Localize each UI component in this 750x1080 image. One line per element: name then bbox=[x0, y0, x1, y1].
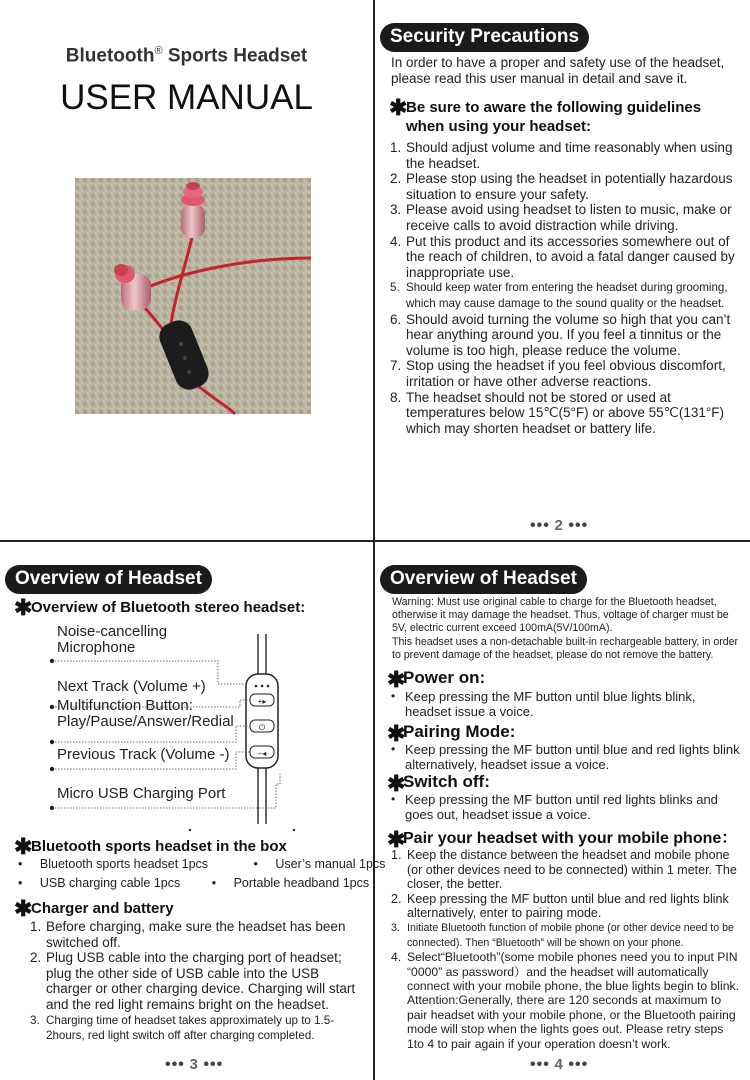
list-item: • Portable headband 1pcs bbox=[211, 876, 370, 890]
pairing-mode-text: • Keep pressing the MF button until blue and red lights blink alternatively, headset issue a voice. bbox=[391, 742, 740, 772]
list-item: • USB charging cable 1pcs bbox=[18, 876, 181, 890]
battery-note: This headset uses a non-detachable built-in rechargeable battery, in order to prevent damage of the headset, please do not remove the battery. bbox=[392, 636, 739, 661]
label-multifunction: Multifunction Button: Play/Pause/Answer/Redial bbox=[57, 697, 234, 730]
asterisk-icon: ✱ bbox=[387, 721, 406, 746]
warning-text: Warning: Must use original cable to charge for the Bluetooth headset, otherwise it may damage the headset. Thus, voltage of charger must be 5V, electric current exceed 100mA(5V/100mA). bbox=[392, 596, 729, 634]
box-heading: ✱ Bluetooth sports headset in the box bbox=[14, 834, 287, 859]
power-on-heading: ✱Power on: bbox=[387, 667, 486, 692]
box-items-row-1 bbox=[18, 857, 413, 871]
list-item: • Bluetooth sports headset 1pcs bbox=[18, 857, 209, 871]
label-next-track: Next Track (Volume +) bbox=[57, 678, 206, 695]
cover-title: USER MANUAL bbox=[60, 78, 313, 117]
brand-text: Bluetooth bbox=[65, 45, 155, 67]
list-item: 3. Charging time of headset takes approximately up to 1.5-2hours, red light switch off after charging completed. bbox=[30, 1013, 335, 1043]
list-item: 6. Should avoid turning the volume so high that you can’t hear anything around you. If you feel a tinnitus or the volume is too high, please reduce the volume. bbox=[390, 311, 731, 358]
label-microphone: Noise-cancelling Microphone bbox=[57, 623, 168, 656]
charger-list bbox=[30, 919, 366, 1044]
svg-text:+▸: +▸ bbox=[257, 697, 267, 706]
charger-heading: ✱ Charger and battery bbox=[14, 896, 174, 921]
asterisk-icon: ✱ bbox=[14, 834, 33, 859]
list-item: 4. Select“Bluetooth”(some mobile phones need you to input PIN “0000” as password）and the headset will automatically connect with your mobile phone, the blue lights begin to blink. Attention:Generally, there are 120 seconds at maximum to pair headset with your mobile phone, or the Bluetooth pairing mode will stop when the lights goes out. Please retry steps 1to 4 to pair again if your operation doesn’t work. bbox=[391, 950, 739, 1051]
page-1-cover bbox=[0, 0, 373, 540]
switch-off-heading: ✱Switch off: bbox=[387, 771, 490, 796]
list-item: 1. Should adjust volume and time reasonably when using the headset. bbox=[390, 140, 733, 171]
list-item: 2. Keep pressing the MF button until blue and red lights blink alternatively, enter to pairing mode. bbox=[391, 891, 729, 921]
pair-steps-list bbox=[391, 848, 741, 1051]
page-number: ••• 2 ••• bbox=[530, 517, 589, 534]
asterisk-icon: ✱ bbox=[14, 595, 33, 620]
product-name: Sports Headset bbox=[167, 45, 308, 67]
list-item: • User’s manual 1pcs bbox=[253, 857, 386, 871]
list-item: 5. Should keep water from entering the headset during grooming, which may cause damage to the sound quality or the headset. bbox=[390, 281, 728, 310]
asterisk-icon: ✱ bbox=[387, 827, 406, 852]
list-item: 2. Plug USB cable into the charging port of headset; plug the other side of USB cable into the USB charger or other charging device. Charging will start and the red light remains bright on the headset. bbox=[30, 950, 356, 1012]
intro-text: In order to have a proper and safety use of the headset, please read this user manual in detail and save it. bbox=[391, 55, 725, 86]
guidelines-heading bbox=[389, 95, 739, 136]
page-number: ••• 3 ••• bbox=[165, 1056, 224, 1073]
page-2-security bbox=[375, 0, 750, 540]
list-item: 1. Keep the distance between the headset and mobile phone (or other devices need to be connected) within 1 meter. The closer, the better. bbox=[391, 848, 737, 892]
list-item: 7. Stop using the headset if you feel obvious discomfort, irritation or have other adverse reactions. bbox=[390, 358, 726, 389]
overview-subheading: ✱ Overview of Bluetooth stereo headset: bbox=[14, 595, 306, 620]
pair-phone-heading: ✱Pair your headset with your mobile phone： bbox=[387, 827, 738, 852]
registered-mark: ® bbox=[154, 45, 163, 57]
label-usb-port: Micro USB Charging Port bbox=[57, 785, 226, 802]
product-photo bbox=[75, 178, 311, 414]
page-3-overview bbox=[0, 542, 386, 1080]
page-number: ••• 4 ••• bbox=[530, 1056, 589, 1073]
asterisk-icon: ✱ bbox=[389, 95, 408, 120]
earbud-top bbox=[181, 182, 205, 238]
asterisk-icon: ✱ bbox=[14, 896, 33, 921]
section-header: Security Precautions bbox=[380, 23, 589, 52]
label-previous-track: Previous Track (Volume -) bbox=[57, 746, 230, 763]
box-items-row-2 bbox=[18, 876, 397, 890]
svg-text:⏻: ⏻ bbox=[258, 723, 266, 732]
guidelines-heading-text: Be sure to aware the following guidelines when using your headset: bbox=[406, 99, 702, 135]
list-item: 2. Please stop using the headset in potentially hazardous situation to ensure your safety. bbox=[390, 171, 733, 202]
svg-text:–◂: –◂ bbox=[257, 749, 267, 758]
section-header: Overview of Headset bbox=[5, 565, 212, 594]
pairing-mode-heading: ✱Pairing Mode: bbox=[387, 721, 516, 746]
page-4-operation bbox=[375, 542, 750, 1080]
power-on-text: • Keep pressing the MF button until blue lights blink, headset issue a voice. bbox=[391, 689, 696, 719]
list-item: 3. Initiate Bluetooth function of mobile phone (or other device need to be connected). Then “Bluetooth” will be shown on your phone. bbox=[391, 921, 734, 949]
list-item: 8. The headset should not be stored or used at temperatures below 15℃(5°F) or above 55℃(131°F) which may shorten headset or battery life. bbox=[390, 389, 725, 436]
asterisk-icon: ✱ bbox=[387, 667, 406, 692]
precautions-list bbox=[390, 140, 742, 436]
asterisk-icon: ✱ bbox=[387, 771, 406, 796]
list-item: 1. Before charging, make sure the headset has been switched off. bbox=[30, 919, 346, 950]
switch-off-text: • Keep pressing the MF button until red lights blinks and goes out, headset issue a voice. bbox=[391, 792, 718, 822]
list-item: 4. Put this product and its accessories somewhere out of the reach of children, to avoid a fatal danger caused by inappropriate use. bbox=[390, 233, 735, 280]
list-item: 3. Please avoid using headset to listen to music, make or receive calls to avoid distraction while driving. bbox=[390, 202, 732, 233]
cover-subtitle bbox=[0, 45, 373, 67]
section-header: Overview of Headset bbox=[380, 565, 587, 594]
